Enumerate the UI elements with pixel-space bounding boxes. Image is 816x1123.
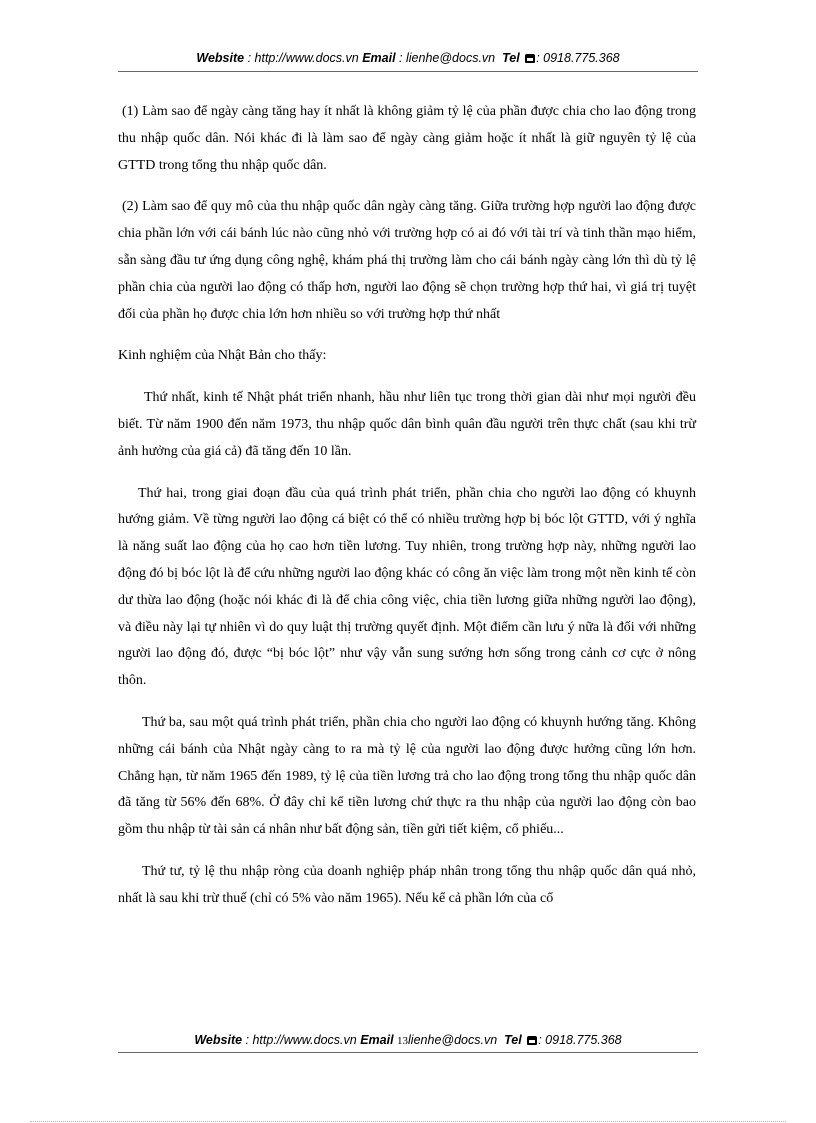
footer-website-sep: : bbox=[242, 1033, 253, 1047]
header-website-sep: : bbox=[244, 51, 255, 65]
footer-website-label: Website bbox=[194, 1033, 243, 1047]
footer-divider bbox=[118, 1052, 698, 1053]
paragraph-1: (1) Làm sao để ngày càng tăng hay ít nhất là không giảm tỷ lệ của phần được chia cho lao động trong thu nhập quốc dân. Nói khác đi là làm sao để ngày càng giảm hoặc ít nhất là giữ nguyên tỷ lệ của GTTD trong tổng thu nhập quốc dân. bbox=[118, 104, 696, 173]
header-phone-sep: : bbox=[536, 51, 544, 65]
header-website-label: Website bbox=[196, 51, 245, 65]
footer-phone-sep: : bbox=[538, 1033, 546, 1047]
paragraph-5: Thứ hai, trong giai đoạn đầu của quá trình phát triển, phần chia cho người lao động có khuynh hướng giảm. Về từng người lao động cá biệt có thể có nhiều trường hợp bị bóc lột GTTD, với ý nghĩa là năng suất lao động của họ cao hơn tiền lương. Tuy nhiên, trong trường hợp này, những người lao động đó bị bóc lột là để cứu những người lao động khác có công ăn việc làm trong một nền kinh tế còn dư thừa lao động (hoặc nói khác đi là để chia công việc, chia tiền lương giữa những người lao động), và điều này lại tự nhiên vì do quy luật thị trường quyết định. Một điểm cần lưu ý nữa là đối với những người lao động đó, được “bị bóc lột” như vậy vẫn sung sướng hơn sống trong cảnh cơ cực ở nông thôn. bbox=[118, 485, 696, 689]
page-footer bbox=[118, 1033, 698, 1047]
header-email-sep: : bbox=[395, 51, 406, 65]
phone-icon bbox=[527, 1036, 537, 1045]
phone-icon bbox=[525, 54, 535, 63]
header-phone-number: 0918.775.368 bbox=[543, 51, 620, 65]
header-email-address[interactable]: lienhe@docs.vn bbox=[406, 51, 496, 65]
page-number: 13 bbox=[397, 1035, 409, 1047]
footer-email-address[interactable]: lienhe@docs.vn bbox=[408, 1033, 498, 1047]
header-tel-label: Tel bbox=[502, 51, 520, 65]
footer-phone-number: 0918.775.368 bbox=[545, 1033, 622, 1047]
header-divider bbox=[118, 71, 698, 72]
footer-email-label: Email bbox=[360, 1033, 394, 1047]
paragraph-4: Thứ nhất, kinh tế Nhật phát triển nhanh, hầu như liên tục trong thời gian dài như mọi người đều biết. Từ năm 1900 đến năm 1973, thu nhập quốc dân bình quân đầu người trên thực chất (sau khi trừ ảnh hưởng của giá cả) đã tăng đến 10 lần. bbox=[118, 390, 696, 459]
paragraph-6: Thứ ba, sau một quá trình phát triển, phần chia cho người lao động có khuynh hướng tăng. Không những cái bánh của Nhật ngày càng to ra mà tỷ lệ của người lao động được hưởng cũng lớn hơn. Chẳng hạn, từ năm 1965 đến 1989, tỷ lệ của tiền lương trả cho lao động trong tổng thu nhập quốc dân đã tăng từ 56% đến 68%. Ở đây chỉ kể tiền lương chứ thực ra thu nhập của người lao động còn bao gồm thu nhập từ tài sản cá nhân như bất động sản, tiền gửi tiết kiệm, cổ phiếu... bbox=[118, 714, 696, 838]
paragraph-3: Kinh nghiệm của Nhật Bản cho thấy: bbox=[118, 348, 327, 364]
footer-tel-label: Tel bbox=[504, 1033, 522, 1047]
header-website-url[interactable]: http://www.docs.vn bbox=[254, 51, 359, 65]
paragraph-7: Thứ tư, tỷ lệ thu nhập ròng của doanh nghiệp pháp nhân trong tổng thu nhập quốc dân quá nhỏ, nhất là sau khi trừ thuế (chỉ có 5% vào năm 1965). Nếu kể cả phần lớn của cổ bbox=[118, 863, 696, 906]
document-body bbox=[118, 99, 696, 928]
header-email-label: Email bbox=[362, 51, 396, 65]
page-bottom-edge bbox=[30, 1121, 786, 1122]
footer-website-url[interactable]: http://www.docs.vn bbox=[252, 1033, 357, 1047]
paragraph-2: (2) Làm sao để quy mô của thu nhập quốc dân ngày càng tăng. Giữa trường hợp người lao động được chia phần lớn với cái bánh lúc nào cũng nhỏ với trường hợp có ai đó với tài trí và tinh thần mạo hiểm, sẵn sàng đầu tư ứng dụng công nghệ, khám phá thị trường làm cho cái bánh ngày càng lớn thì dù tỷ lệ phần chia của người lao động có thấp hơn, người lao động sẽ chọn trường hợp thứ hai, vì giá trị tuyệt đối của phần họ được chia lớn hơn nhiều so với trường hợp thứ nhất bbox=[118, 199, 696, 322]
page-header bbox=[118, 51, 698, 65]
